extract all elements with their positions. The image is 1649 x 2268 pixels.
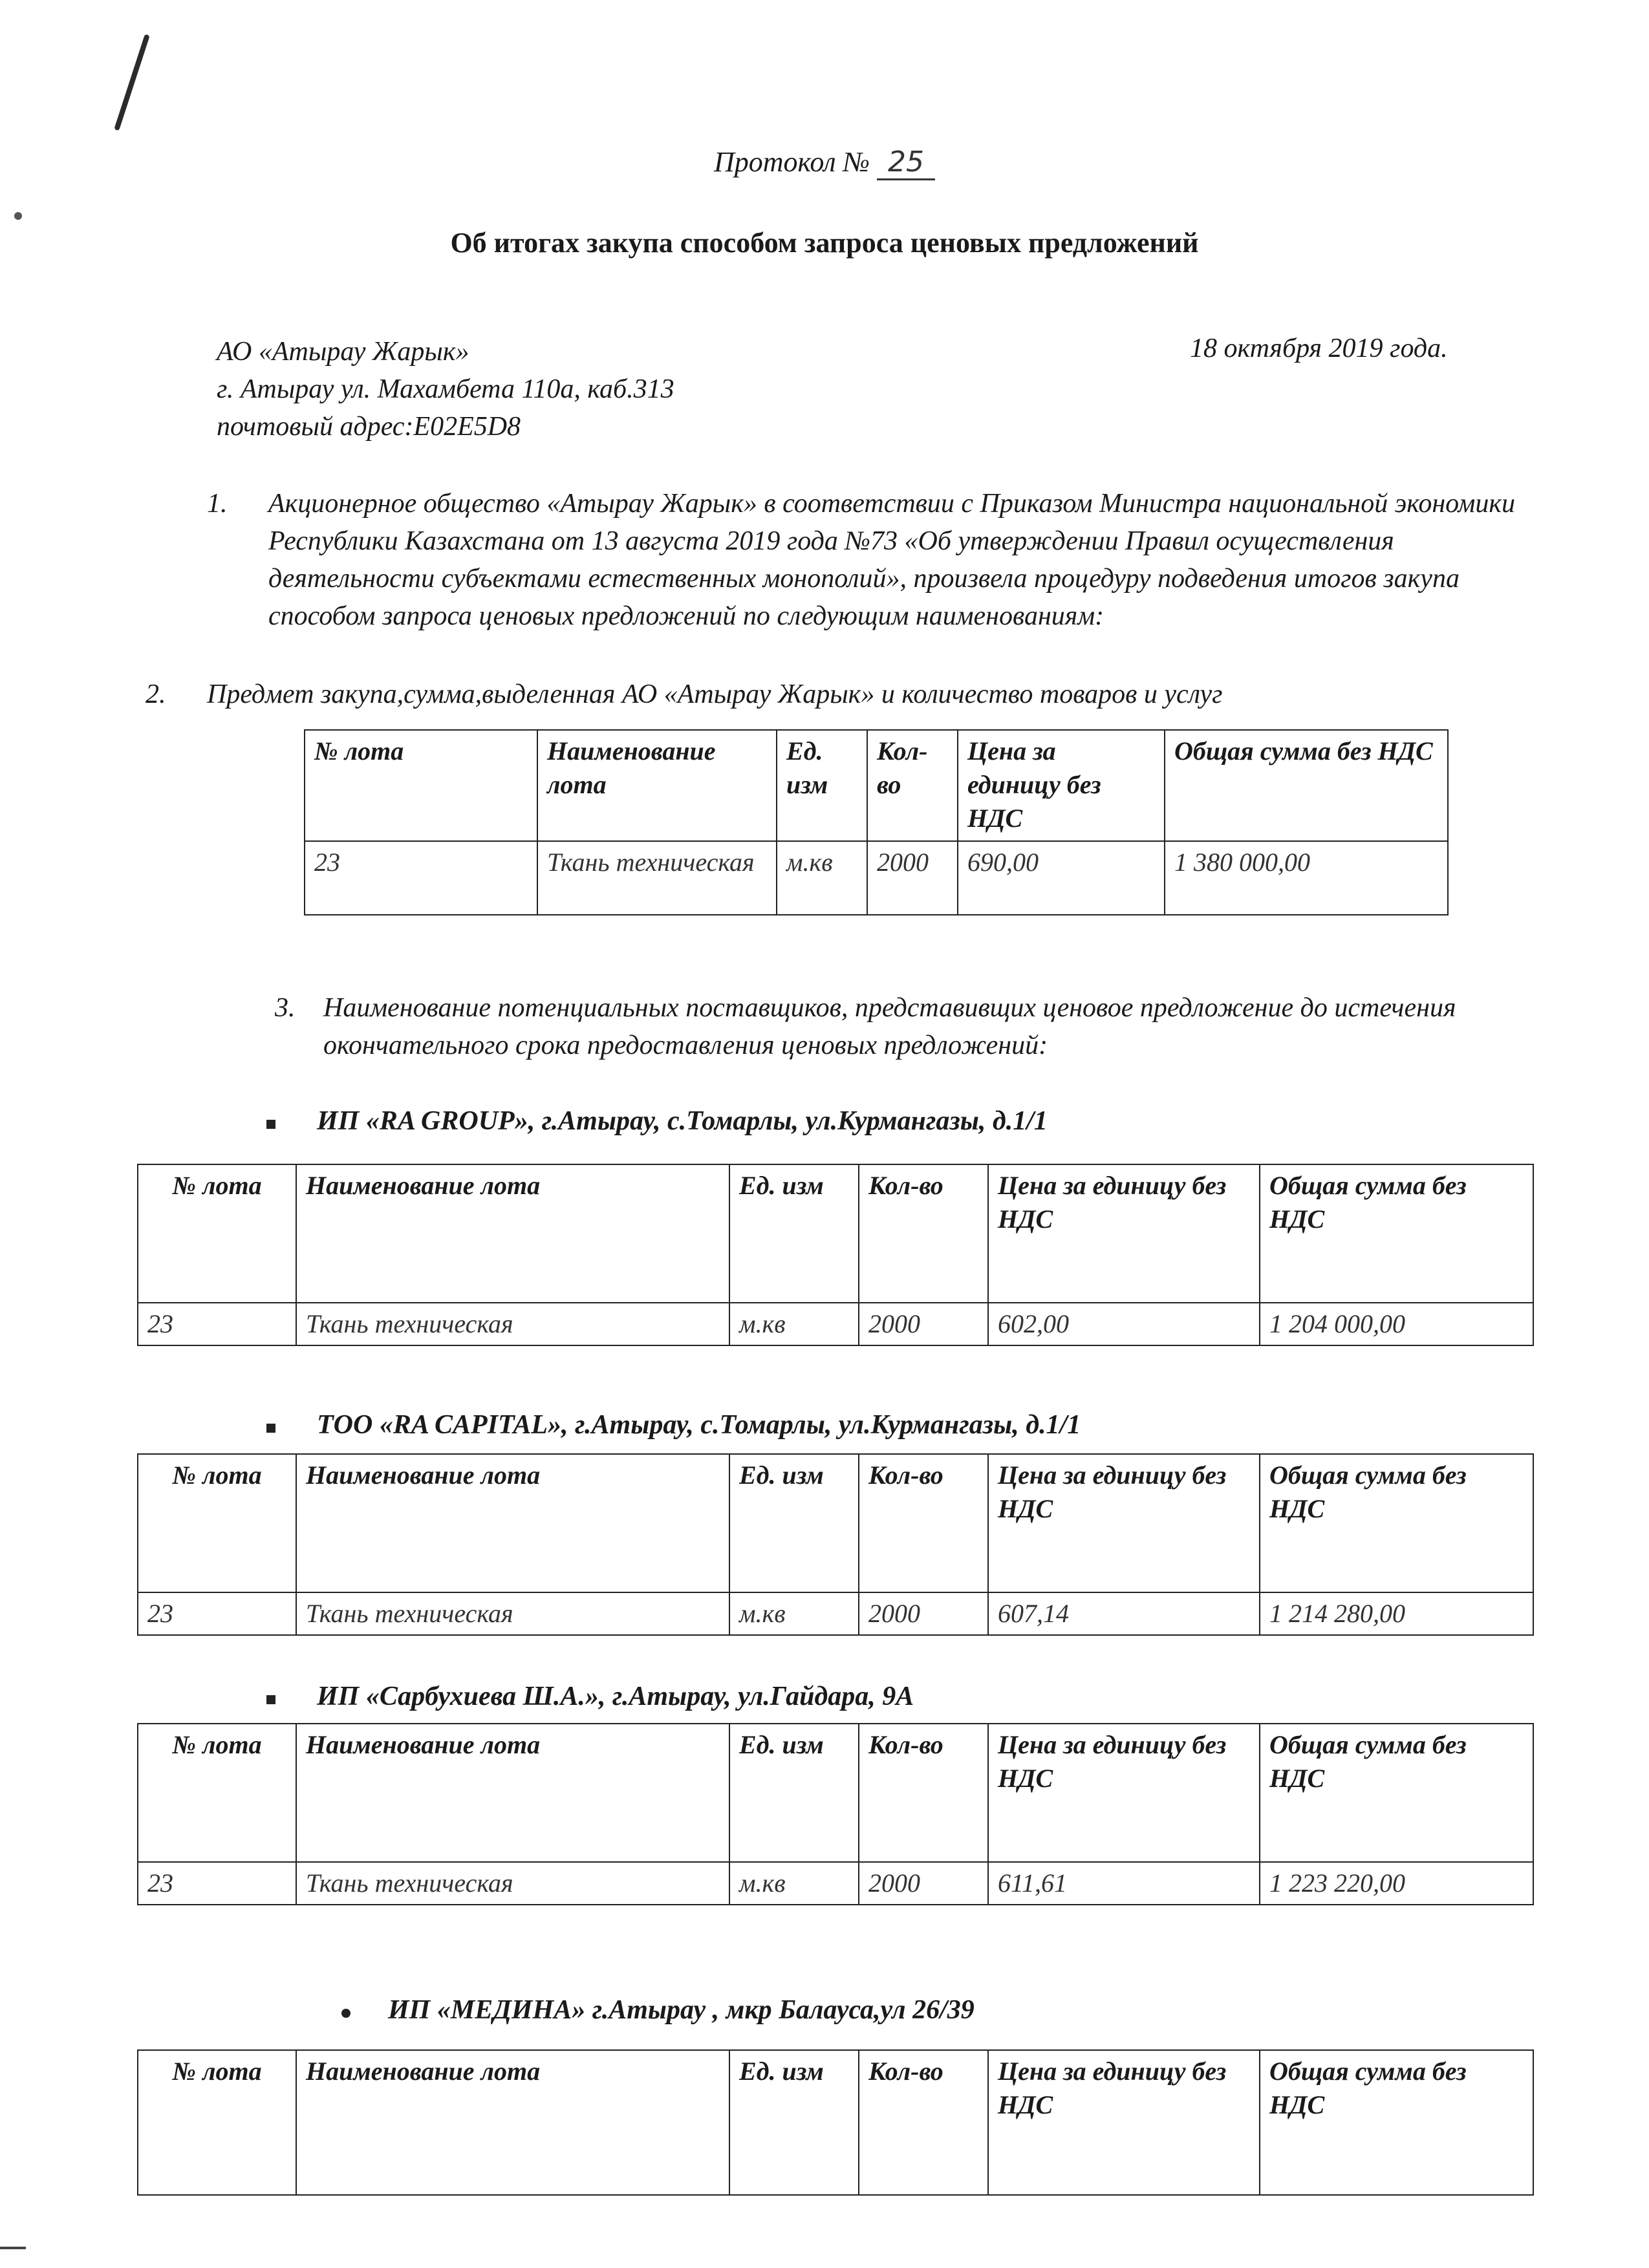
header-cell: Кол-во: [859, 2050, 988, 2195]
unit-price-cell: 690,00: [958, 841, 1165, 915]
lot-number-cell: 23: [305, 841, 537, 915]
header-cell: Цена за единицу без НДС: [988, 2050, 1260, 2195]
table-row: [305, 841, 1448, 915]
header-cell: № лота: [138, 2050, 296, 2195]
total-cell: 1 214 280,00: [1260, 1592, 1533, 1635]
header-cell: Кол-во: [859, 1454, 988, 1592]
protocol-date: 18 октября 2019 года.: [1190, 334, 1448, 363]
unit-cell: м.кв: [729, 1592, 859, 1635]
section-3-number: 3.: [275, 993, 296, 1023]
table-row: [138, 1592, 1533, 1635]
supplier-table: [137, 1453, 1534, 1636]
unit-price-cell: 602,00: [988, 1303, 1260, 1345]
lot-number-cell: 23: [138, 1592, 296, 1635]
scan-edge-mark: [0, 2247, 26, 2249]
header-cell: Общая сумма без НДС: [1165, 730, 1448, 841]
scan-dot: [14, 212, 22, 220]
header-cell: Общая сумма без НДС: [1260, 1454, 1533, 1592]
protocol-title: [0, 145, 1649, 180]
protocol-number: 25: [877, 145, 935, 180]
table-header-row: [138, 2050, 1533, 2195]
unit-price-cell: 607,14: [988, 1592, 1260, 1635]
org-postal: почтовый адрес:E02E5D8: [217, 412, 521, 442]
quantity-cell: 2000: [867, 841, 958, 915]
table-header-row: [138, 1164, 1533, 1303]
header-cell: Наименование лота: [296, 2050, 729, 2195]
header-cell: № лота: [138, 1454, 296, 1592]
header-cell: № лота: [138, 1724, 296, 1862]
supplier-name: ТОО «RA CAPITAL», г.Атырау, с.Томарлы, ул.Курмангазы, д.1/1: [317, 1410, 1081, 1440]
section-1-text: Акционерное общество «Атырау Жарык» в соответствии с Приказом Министра национальной экономики Республики Казахстана от 13 августа 2019 года №73 «Об утверждении Правил осуществления деятельности субъектами естественных монополий», произвела процедуру подведения итогов закупа способом запроса ценовых предложений по следующим наименованиям:: [268, 489, 1516, 631]
table-row: [138, 1862, 1533, 1905]
supplier-name: ИП «Сарбухиева Ш.А.», г.Атырау, ул.Гайдара, 9А: [317, 1682, 914, 1711]
lot-name-cell: Ткань техническая: [296, 1862, 729, 1905]
header-cell: Ед. изм: [729, 2050, 859, 2195]
quantity-cell: 2000: [859, 1303, 988, 1345]
lot-name-cell: Ткань техническая: [296, 1592, 729, 1635]
header-cell: Цена за единицу без НДС: [988, 1724, 1260, 1862]
header-cell: Общая сумма без НДС: [1260, 1724, 1533, 1862]
unit-price-cell: 611,61: [988, 1862, 1260, 1905]
section-2-number: 2.: [146, 679, 166, 709]
header-cell: Ед. изм: [729, 1164, 859, 1303]
protocol-subtitle: Об итогах закупа способом запроса ценовых предложений: [450, 227, 1199, 259]
protocol-title-prefix: Протокол №: [713, 146, 870, 178]
header-cell: Ед. изм: [729, 1454, 859, 1592]
header-cell: Кол-во: [867, 730, 958, 841]
supplier-name: ИП «RA GROUP», г.Атырау, с.Томарлы, ул.Курмангазы, д.1/1: [317, 1106, 1048, 1136]
table-header-row: [138, 1724, 1533, 1862]
unit-cell: м.кв: [729, 1303, 859, 1345]
supplier-table: [137, 1164, 1534, 1346]
table-header-row: [305, 730, 1448, 841]
header-cell: № лота: [305, 730, 537, 841]
section-3-text: Наименование потенциальных поставщиков, представивщих ценовое предложение до истечения окончательного срока предоставления ценовых предложений:: [323, 993, 1456, 1060]
section-3: [275, 989, 1552, 1064]
quantity-cell: 2000: [859, 1592, 988, 1635]
total-cell: 1 223 220,00: [1260, 1862, 1533, 1905]
header-cell: Наименование лота: [296, 1724, 729, 1862]
pen-stroke-mark: [114, 34, 150, 131]
section-1: [207, 485, 1542, 635]
header-cell: Ед. изм: [729, 1724, 859, 1862]
table-header-row: [138, 1454, 1533, 1592]
header-cell: Кол-во: [859, 1724, 988, 1862]
org-block: [217, 333, 674, 445]
total-cell: 1 204 000,00: [1260, 1303, 1533, 1345]
header-cell: Цена за единицу без НДС: [958, 730, 1165, 841]
header-cell: Наименование лота: [296, 1164, 729, 1303]
lot-name-cell: Ткань техническая: [537, 841, 777, 915]
org-address: г. Атырау ул. Махамбета 110а, каб.313: [217, 374, 674, 404]
section-2: [146, 676, 1565, 713]
section-1-number: 1.: [207, 489, 228, 519]
header-cell: Общая сумма без НДС: [1260, 2050, 1533, 2195]
header-cell: № лота: [138, 1164, 296, 1303]
quantity-cell: 2000: [859, 1862, 988, 1905]
supplier-table: [137, 2049, 1534, 2196]
unit-cell: м.кв: [729, 1862, 859, 1905]
header-cell: Цена за единицу без НДС: [988, 1164, 1260, 1303]
header-cell: Ед. изм: [777, 730, 867, 841]
header-cell: Наименование лота: [296, 1454, 729, 1592]
lot-name-cell: Ткань техническая: [296, 1303, 729, 1345]
header-cell: Общая сумма без НДС: [1260, 1164, 1533, 1303]
total-cell: 1 380 000,00: [1165, 841, 1448, 915]
lot-table: [304, 729, 1449, 915]
section-2-text: Предмет закупа,сумма,выделенная АО «Атырау Жарык» и количество товаров и услуг: [207, 679, 1223, 709]
unit-cell: м.кв: [777, 841, 867, 915]
supplier-table: [137, 1723, 1534, 1905]
supplier-name: ИП «МЕДИНА» г.Атырау , мкр Балауса,ул 26/39: [388, 1995, 975, 2025]
header-cell: Наименование лота: [537, 730, 777, 841]
org-name: АО «Атырау Жарык»: [217, 337, 469, 367]
table-row: [138, 1303, 1533, 1345]
header-cell: Цена за единицу без НДС: [988, 1454, 1260, 1592]
lot-number-cell: 23: [138, 1303, 296, 1345]
header-cell: Кол-во: [859, 1164, 988, 1303]
lot-number-cell: 23: [138, 1862, 296, 1905]
